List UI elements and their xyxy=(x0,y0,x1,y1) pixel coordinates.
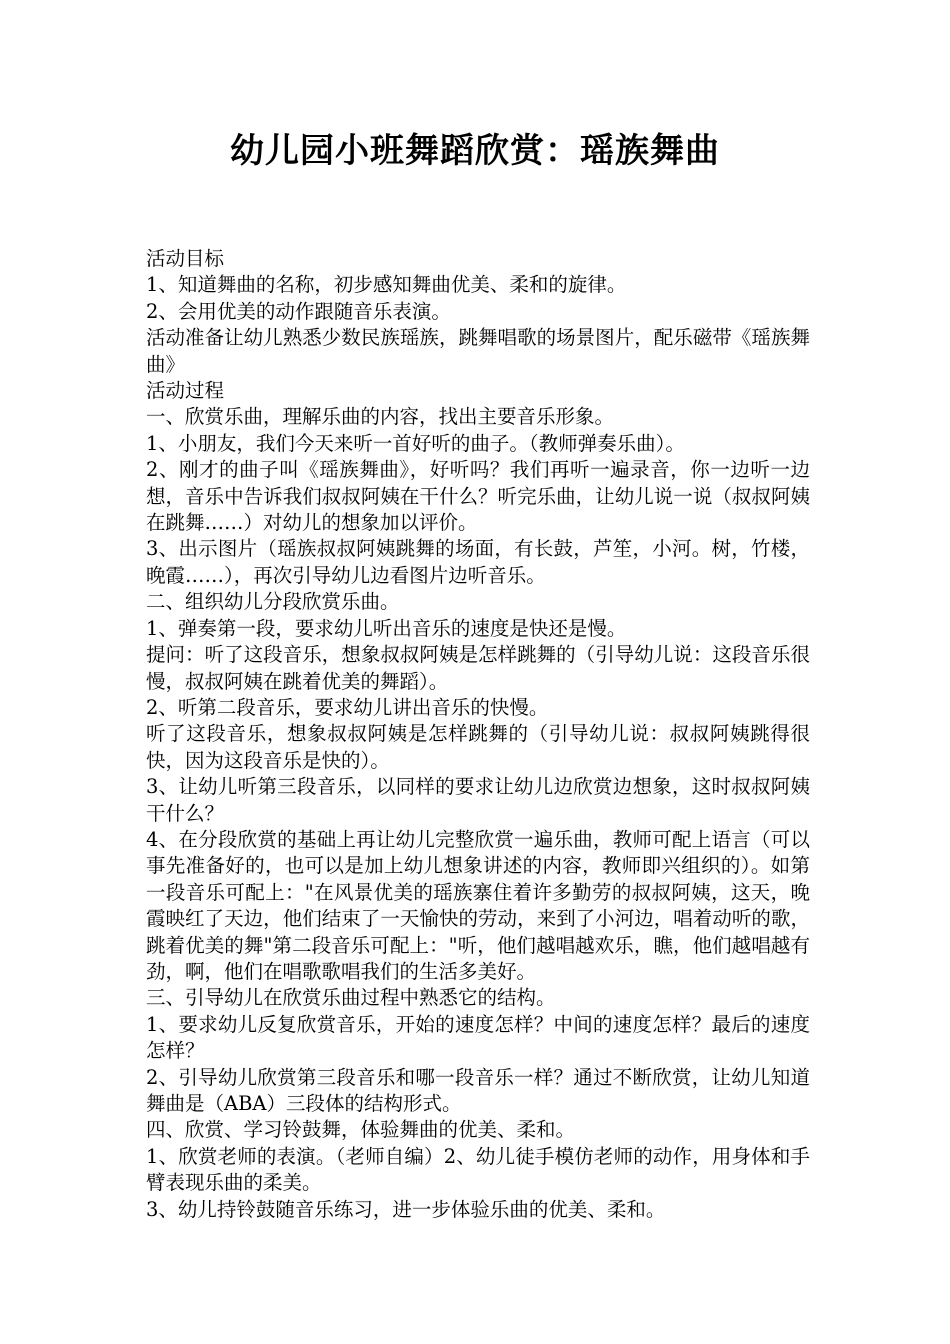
step-paragraph: 1、欣赏老师的表演。（老师自编）2、幼儿徒手模仿老师的动作，用身体和手臂表现乐曲的柔美。 xyxy=(146,1144,810,1195)
step-paragraph: 1、弹奏第一段，要求幼儿听出音乐的速度是快还是慢。 xyxy=(146,616,627,640)
step-paragraph: 听了这段音乐，想象叔叔阿姨是怎样跳舞的（引导幼儿说：叔叔阿姨跳得很快，因为这段音乐是快的）。 xyxy=(146,722,810,772)
step-paragraph: 2、引导幼儿欣赏第三段音乐和哪一段音乐一样？通过不断欣赏，让幼儿知道舞曲是（ABA）三段体的结构形式。 xyxy=(146,1065,810,1115)
section-heading-goals: 活动目标 xyxy=(146,247,225,270)
step-paragraph: 3、让幼儿听第三段音乐，以同样的要求让幼儿边欣赏边想象，这时叔叔阿姨干什么？ xyxy=(146,775,810,825)
step-paragraph: 3、出示图片（瑶族叔叔阿姨跳舞的场面，有长鼓，芦笙，小河。树，竹楼，晚霞……），再次引导幼儿边看图片边听音乐。 xyxy=(146,537,810,587)
step-paragraph: 提问：听了这段音乐，想象叔叔阿姨是怎样跳舞的（引导幼儿说：这段音乐很慢，叔叔阿姨在跳着优美的舞蹈）。 xyxy=(146,643,810,693)
preparation-paragraph: 活动准备让幼儿熟悉少数民族瑶族，跳舞唱歌的场景图片，配乐磁带《瑶族舞曲》 xyxy=(146,326,810,376)
step-heading-2: 二、组织幼儿分段欣赏乐曲。 xyxy=(146,590,400,614)
step-heading-4: 四、欣赏、学习铃鼓舞，体验舞曲的优美、柔和。 xyxy=(146,1118,576,1142)
step-paragraph: 1、要求幼儿反复欣赏音乐，开始的速度怎样？中间的速度怎样？最后的速度怎样？ xyxy=(146,1012,810,1063)
step-paragraph: 2、听第二段音乐，要求幼儿讲出音乐的快慢。 xyxy=(146,695,549,719)
section-heading-process: 活动过程 xyxy=(146,379,225,403)
step-paragraph: 1、小朋友，我们今天来听一首好听的曲子。（教师弹奏乐曲）。 xyxy=(146,431,685,455)
document-title: 幼儿园小班舞蹈欣赏：瑶族舞曲 xyxy=(230,131,720,171)
step-paragraph: 4、在分段欣赏的基础上再让幼儿完整欣赏一遍乐曲，教师可配上语言（可以事先准备好的，也可以是加上幼儿想象讲述的内容，教师即兴组织的）。如第一段音乐可配上："在风景优美的瑶族寨住着许多勤劳的叔叔阿姨，这天，晚霞映红了天边，他们结束了一天愉快的劳动，来到了小河边，唱着动听的歌，跳着优美的舞"第二段音乐可配上："听，他们越唱越欢乐，瞧，他们越唱越有劲，啊，他们在唱歌歌唱我们的生活多美好。 xyxy=(146,827,810,983)
goal-item-2: 2、会用优美的动作跟随音乐表演。 xyxy=(146,299,451,323)
step-heading-1: 一、欣赏乐曲，理解乐曲的内容，找出主要音乐形象。 xyxy=(146,405,615,429)
step-heading-3: 三、引导幼儿在欣赏乐曲过程中熟悉它的结构。 xyxy=(146,986,556,1010)
step-paragraph: 3、幼儿持铃鼓随音乐练习，进一步体验乐曲的优美、柔和。 xyxy=(146,1197,666,1221)
document-body xyxy=(146,246,810,1223)
goal-item-1: 1、知道舞曲的名称，初步感知舞曲优美、柔和的旋律。 xyxy=(146,273,627,297)
step-paragraph: 2、刚才的曲子叫《瑶族舞曲》，好听吗？我们再听一遍录音，你一边听一边想，音乐中告诉我们叔叔阿姨在干什么？听完乐曲，让幼儿说一说（叔叔阿姨在跳舞……）对幼儿的想象加以评价。 xyxy=(146,458,810,535)
